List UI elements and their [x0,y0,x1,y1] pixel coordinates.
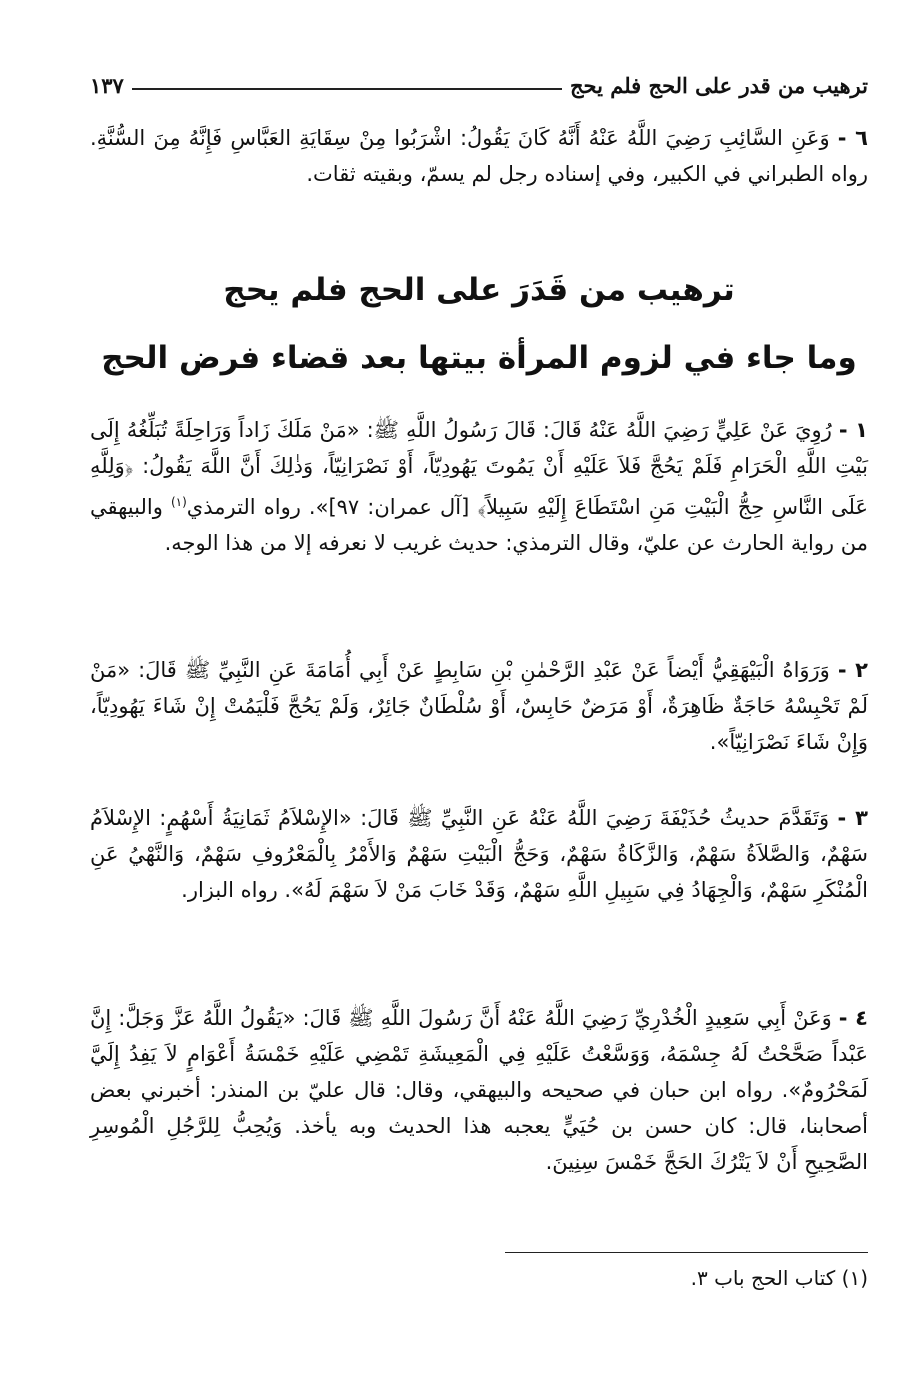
hadith-text: وَعَنْ أَبِي سَعِيدٍ الْخُدْرِيِّ رَضِيَ اللَّهُ عَنْهُ أَنَّ رَسُولَ اللَّهِ ﷺ قَالَ: «يَقُولُ اللَّهُ عَزَّ وَجَلَّ: إِنَّ عَبْداً صَحَّحْتُ لَهُ جِسْمَهُ، وَوَسَّعْتُ عَلَيْهِ فِي الْمَعِيشَةِ تَمْضِي عَلَيْهِ خَمْسَةُ أَعْوَامٍ لاَ يَفِدُ إِلَيَّ لَمَحْرُومٌ». رواه ابن حبان في صحيحه والبيهقي، وقال: قال عليّ بن المنذر: أخبرني بعض أصحابنا، قال: كان حسن بن حُيَيٍّ يعجبه هذا الحديث وبه يأخذ. وَيُحِبُّ لِلرَّجُلِ الْمُوسِرِ الصَّحِيحِ أَنْ لاَ يَتْرُكَ الحَجَّ خَمْسَ سِنِينَ. [90,1006,868,1174]
hadith-text-continued: والبيهقي من رواية الحارث عن عليّ، وقال الترمذي: حديث غريب لا نعرفه إلا من هذا الوجه. [90,495,868,555]
hadith-3-paragraph [90,800,868,908]
hadith-1-paragraph [90,412,868,561]
hadith-number: ٢ - [837,658,868,682]
running-title: ترهيب من قدر على الحج فلم يحج [569,73,868,98]
page-number: ١٣٧ [90,73,124,98]
footnote-text: كتاب الحج باب ٣. [690,1266,836,1290]
hadith-number: ٦ - [837,126,868,150]
hadith-text: رُوِيَ عَنْ عَلِيٍّ رَضِيَ اللَّهُ عَنْهُ قَالَ: قَالَ رَسُولُ اللَّهِ ﷺ: «مَنْ مَلَكَ زَاداً وَرَاحِلَةً تُبَلِّغُهُ إِلَى بَيْتِ اللَّهِ الْحَرَامِ فَلَمْ يَحُجَّ فَلاَ عَلَيْهِ أَنْ يَمُوتَ يَهُودِيّاً، أَوْ نَصْرَانِيّاً، وَذٰلِكَ أَنَّ اللَّهَ يَقُولُ: ﴿وَلِلَّهِ عَلَى النَّاسِ حِجُّ الْبَيْتِ مَنِ اسْتَطَاعَ إِلَيْهِ سَبِيلاً﴾ [آل عمران: ٩٧]». رواه الترمذي [90,418,869,519]
hadith-text: وَتَقَدَّمَ حديثُ حُذَيْفَةَ رَضِيَ اللَّهُ عَنْهُ عَنِ النَّبِيِّ ﷺ قَالَ: «الإِسْلاَمُ ثَمَانِيَةُ أَسْهُمٍ: الإِسْلاَمُ سَهْمٌ، وَالصَّلاَةُ سَهْمٌ، وَالزَّكَاةُ سَهْمٌ، وَحَجُّ الْبَيْتِ سَهْمٌ وَالأَمْرُ بِالْمَعْرُوفِ سَهْمٌ، وَالنَّهْيُ عَنِ الْمُنْكَرِ سَهْمٌ، وَالْجِهَادُ فِي سَبِيلِ اللَّهِ سَهْمٌ، وَقَدْ خَابَ مَنْ لاَ سَهْمَ لَهُ». رواه البزار. [90,806,868,902]
section-title-line-2: وما جاء في لزوم المرأة بيتها بعد قضاء فرض الحج [101,340,857,376]
header-rule [132,88,562,90]
hadith-6-paragraph [90,120,868,192]
footnote [90,1266,868,1290]
hadith-number: ١ - [838,418,868,442]
hadith-text: وَعَنِ السَّائِبِ رَضِيَ اللَّهُ عَنْهُ أَنَّهُ كَانَ يَقُولُ: اشْرَبُوا مِنْ سِقَايَةِ العَبَّاسِ فَإِنَّهُ مِنَ السُّنَّةِ. رواه الطبراني في الكبير، وفي إسناده رجل لم يسمّ، وبقيته ثقات. [90,126,868,186]
hadith-4-paragraph [90,1000,868,1180]
hadith-number: ٣ - [837,806,868,830]
hadith-text: وَرَوَاهُ الْبَيْهَقِيُّ أَيْضاً عَنْ عَبْدِ الرَّحْمٰنِ بْنِ سَابِطٍ عَنْ أَبِي أُمَامَةَ عَنِ النَّبِيِّ ﷺ قَالَ: «مَنْ لَمْ تَحْبِسْهُ حَاجَةٌ ظَاهِرَةٌ، أَوْ مَرَضٌ حَابِسٌ، أَوْ سُلْطَانٌ جَائِرٌ، وَلَمْ يَحُجَّ فَلْيَمُتْ إِنْ شَاءَ يَهُودِيّاً، وَإِنْ شَاءَ نَصْرَانِيّاً». [90,658,868,754]
section-title-line-1: ترهيب من قَدَرَ على الحج فلم يحج [223,272,735,308]
running-header [90,64,868,98]
footnote-rule [505,1252,868,1253]
footnote-reference[interactable]: (١) [170,495,187,509]
hadith-2-paragraph [90,652,868,760]
footnote-mark: (١) [841,1266,868,1290]
hadith-number: ٤ - [838,1006,868,1030]
